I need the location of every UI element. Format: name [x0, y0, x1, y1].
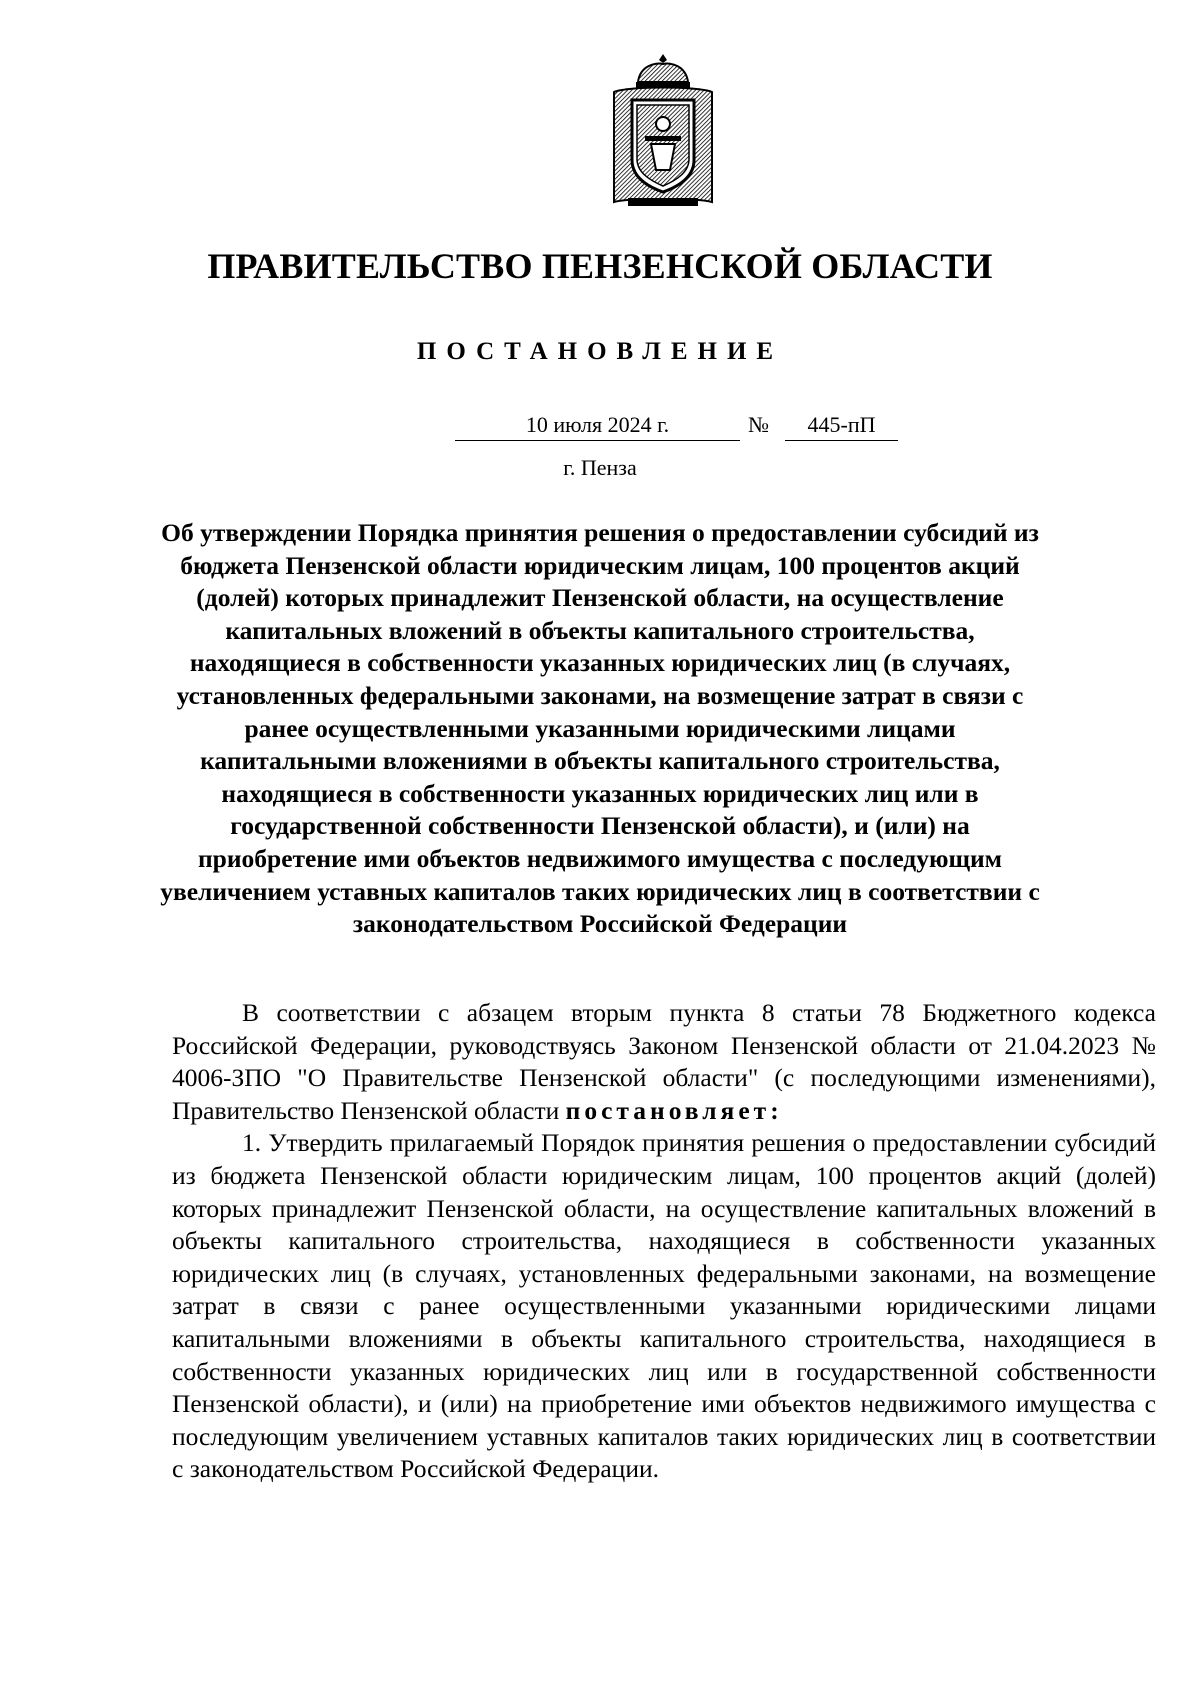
item-1-paragraph: 1. Утвердить прилагаемый Порядок принятия решения о предоставлении субсидий из бюджета Пензенской области юридическим лицам, 100 процентов акций (долей) которых принадлежит Пензенской области, на осуществление капитальных вложений в объекты капитального строительства, находящиеся в собственности указанных юридических лиц (в случаях, установленных федеральными законами, на возмещение затрат в связи с ранее осуществленными указанными юридическими лицами капитальными вложениями в объекты капитального строительства, находящиеся в собственности указанных юридических лиц или в государственной собственности Пензенской области), и (или) на приобретение ими объектов недвижимого имущества с последующим увеличением уставных капиталов таких юридических лиц в соответствии с законодательством Российской Федерации. — [172, 1128, 1156, 1484]
document-subject: Об утверждении Порядка принятия решения о предоставлении субсидий из бюджета Пензенской области юридическим лицам, 100 процентов акций (долей) которых принадлежит Пензенской области, на осуществление капитальных вложений в объекты капитального строительства, находящиеся в собственности указанных юридических лиц (в случаях, установленных федеральными законами, на возмещение затрат в связи с ранее осуществленными указанными юридическими лицами капитальными вложениями в объекты капитального строительства, находящиеся в собственности указанных юридических лиц или в государственной собственности Пензенской области), и (или) на приобретение ими объектов недвижимого имущества с последующим увеличением уставных капиталов таких юридических лиц в соответствии с законодательством Российской Федерации — [160, 518, 1040, 939]
resolves-word: постановляет: — [565, 1095, 783, 1125]
coat-of-arms-icon — [610, 52, 716, 210]
organization-title: ПРАВИТЕЛЬСТВО ПЕНЗЕНСКОЙ ОБЛАСТИ — [207, 246, 993, 286]
document-type: ПОСТАНОВЛЕНИЕ — [416, 338, 784, 365]
document-city: г. Пенза — [563, 455, 637, 480]
document-body — [172, 997, 1156, 1486]
preamble-text: В соответствии с абзацем вторым пункта 8 статьи 78 Бюджетного кодекса Российской Федерации, руководствуясь Законом Пензенской области от 21.04.2023 № 4006-ЗПО "О Правительстве Пензенской области" (с последующими изменениями), Правительство Пензенской области — [172, 998, 1156, 1125]
document-date-number-line — [455, 412, 900, 446]
number-sign: № — [748, 412, 769, 437]
preamble-paragraph — [172, 997, 1156, 1127]
document-date: 10 июля 2024 г. — [455, 412, 740, 441]
document-number: 445-пП — [785, 412, 898, 441]
